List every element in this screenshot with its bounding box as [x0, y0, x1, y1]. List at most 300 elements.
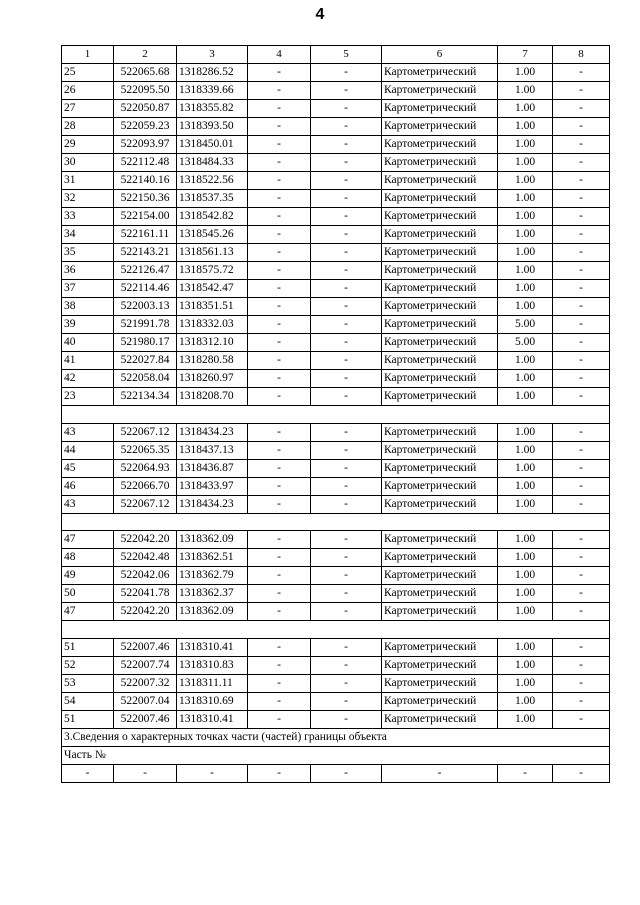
table-cell: 25 [62, 64, 114, 82]
table-cell: 47 [62, 531, 114, 549]
table-cell: - [311, 154, 382, 172]
table-cell: Картометрический [382, 244, 498, 262]
table-cell: Картометрический [382, 280, 498, 298]
table-row [62, 226, 610, 244]
table-cell: 522007.32 [114, 674, 177, 692]
table-cell: - [553, 280, 610, 298]
table-cell: 5.00 [498, 316, 553, 334]
table-cell: 522042.20 [114, 531, 177, 549]
table-cell: 48 [62, 549, 114, 567]
table-cell: Картометрический [382, 352, 498, 370]
table-cell: 1318437.13 [177, 441, 248, 459]
column-header-3: 3 [177, 46, 248, 64]
table-cell: 53 [62, 674, 114, 692]
table-cell: 1318362.37 [177, 585, 248, 603]
table-row [62, 567, 610, 585]
table-cell: - [553, 567, 610, 585]
table-cell: - [311, 549, 382, 567]
table-cell: - [553, 316, 610, 334]
table-cell: - [248, 82, 311, 100]
table-row [62, 136, 610, 154]
table-cell: - [311, 118, 382, 136]
table-cell: 522093.97 [114, 136, 177, 154]
table-cell: 1.00 [498, 674, 553, 692]
table-cell: 1318312.10 [177, 334, 248, 352]
table-header-row [62, 46, 610, 64]
table-cell: 1.00 [498, 208, 553, 226]
table-cell: 52 [62, 656, 114, 674]
table-cell: 522065.68 [114, 64, 177, 82]
table-cell: - [553, 262, 610, 280]
table-cell: Картометрический [382, 208, 498, 226]
table-row [62, 64, 610, 82]
column-header-6: 6 [382, 46, 498, 64]
table-row [62, 262, 610, 280]
table-cell: 1318561.13 [177, 244, 248, 262]
table-row [62, 370, 610, 388]
table-cell: 1.00 [498, 477, 553, 495]
table-cell: 1318311.11 [177, 674, 248, 692]
table-row [62, 334, 610, 352]
table-cell: - [553, 423, 610, 441]
table-cell: - [553, 764, 610, 782]
table-cell: - [114, 764, 177, 782]
section-title [62, 728, 610, 746]
table-cell: 522058.04 [114, 370, 177, 388]
table-row [62, 208, 610, 226]
table-cell: 522140.16 [114, 172, 177, 190]
table-cell: 1.00 [498, 388, 553, 406]
table-cell: - [248, 370, 311, 388]
table-cell: 522041.78 [114, 585, 177, 603]
table-cell: - [553, 298, 610, 316]
table-cell: 1.00 [498, 100, 553, 118]
table-cell: - [248, 567, 311, 585]
table-cell: - [248, 441, 311, 459]
separator-cell [62, 406, 610, 424]
table-cell: - [311, 136, 382, 154]
table-cell: - [553, 226, 610, 244]
table-cell: - [553, 585, 610, 603]
table-cell: - [311, 298, 382, 316]
table-cell: - [311, 692, 382, 710]
table-cell: - [553, 100, 610, 118]
table-cell: - [311, 603, 382, 621]
table-cell: - [311, 244, 382, 262]
table-cell: 43 [62, 423, 114, 441]
table-cell: - [248, 64, 311, 82]
table-cell: 522067.12 [114, 423, 177, 441]
table-row [62, 316, 610, 334]
table-cell: 31 [62, 172, 114, 190]
table-cell: - [553, 495, 610, 513]
table-cell: - [311, 388, 382, 406]
table-cell: 1318351.51 [177, 298, 248, 316]
separator-cell [62, 513, 610, 531]
table-cell: 1318208.70 [177, 388, 248, 406]
table-cell: 1318450.01 [177, 136, 248, 154]
table-cell: - [248, 603, 311, 621]
table-cell: - [311, 100, 382, 118]
table-cell: 522027.84 [114, 352, 177, 370]
table-cell: Картометрический [382, 638, 498, 656]
table-cell: 1.00 [498, 352, 553, 370]
table-cell: 36 [62, 262, 114, 280]
table-cell: - [311, 710, 382, 728]
separator-cell [62, 621, 610, 639]
table-cell: 5.00 [498, 334, 553, 352]
table-row [62, 352, 610, 370]
table-cell: 521991.78 [114, 316, 177, 334]
table-cell: - [553, 388, 610, 406]
table-cell: 1318545.26 [177, 226, 248, 244]
table-cell: - [553, 244, 610, 262]
column-header-7: 7 [498, 46, 553, 64]
table-cell: 1.00 [498, 172, 553, 190]
table-cell: Картометрический [382, 118, 498, 136]
table-cell: - [248, 244, 311, 262]
table-cell: 26 [62, 82, 114, 100]
table-cell: 522150.36 [114, 190, 177, 208]
table-cell: - [553, 459, 610, 477]
table-row [62, 244, 610, 262]
table-row [62, 638, 610, 656]
table-cell: - [311, 334, 382, 352]
table-cell: - [553, 334, 610, 352]
table-cell: - [553, 549, 610, 567]
table-cell: Картометрический [382, 549, 498, 567]
table-row [62, 710, 610, 728]
table-cell: 1.00 [498, 82, 553, 100]
table-row [62, 477, 610, 495]
separator-row [62, 513, 610, 531]
table-cell: 1318434.23 [177, 423, 248, 441]
table-cell: 1318286.52 [177, 64, 248, 82]
table-cell: 522007.46 [114, 638, 177, 656]
table-cell: 1.00 [498, 567, 553, 585]
table-cell: Картометрический [382, 423, 498, 441]
table-cell: 522161.11 [114, 226, 177, 244]
table-cell: 1.00 [498, 298, 553, 316]
table-cell: - [553, 692, 610, 710]
table-cell: 1318310.41 [177, 710, 248, 728]
table-cell: - [248, 549, 311, 567]
column-header-5: 5 [311, 46, 382, 64]
table-cell: - [311, 585, 382, 603]
part-label [62, 746, 610, 764]
table-cell: 1318355.82 [177, 100, 248, 118]
table-cell: Картометрический [382, 531, 498, 549]
table-cell: - [62, 764, 114, 782]
table-cell: Картометрический [382, 190, 498, 208]
table-cell: 37 [62, 280, 114, 298]
table-cell: 54 [62, 692, 114, 710]
table-cell: 522064.93 [114, 459, 177, 477]
table-cell: 522134.34 [114, 388, 177, 406]
table-cell: 522143.21 [114, 244, 177, 262]
table-cell: - [248, 459, 311, 477]
table-cell: - [248, 352, 311, 370]
table-cell: Картометрический [382, 710, 498, 728]
table-cell: 1318362.79 [177, 567, 248, 585]
table-cell: - [553, 477, 610, 495]
table-cell: - [248, 692, 311, 710]
table-cell: - [311, 64, 382, 82]
table-cell: 1318310.83 [177, 656, 248, 674]
page-number: 4 [315, 6, 325, 23]
table-cell: - [248, 136, 311, 154]
table-cell: - [553, 674, 610, 692]
table-cell: 1318542.47 [177, 280, 248, 298]
table-cell: 1.00 [498, 190, 553, 208]
table-cell: - [311, 423, 382, 441]
table-cell: 1.00 [498, 244, 553, 262]
table-row [62, 423, 610, 441]
table-cell: 1318522.56 [177, 172, 248, 190]
table-cell: Картометрический [382, 603, 498, 621]
table-cell: 1318362.51 [177, 549, 248, 567]
table-cell: 42 [62, 370, 114, 388]
table-cell: - [248, 423, 311, 441]
table-cell: Картометрический [382, 64, 498, 82]
table-cell: - [248, 262, 311, 280]
table-cell: 1318280.58 [177, 352, 248, 370]
table-cell: 45 [62, 459, 114, 477]
table-cell: - [311, 208, 382, 226]
table-cell: 1.00 [498, 136, 553, 154]
table-row [62, 298, 610, 316]
table-cell: - [553, 136, 610, 154]
table-cell: 522007.46 [114, 710, 177, 728]
table-cell: - [311, 262, 382, 280]
table-cell: - [311, 172, 382, 190]
table-cell: 30 [62, 154, 114, 172]
table-cell: 44 [62, 441, 114, 459]
table-row [62, 154, 610, 172]
table-cell: - [311, 638, 382, 656]
table-row [62, 603, 610, 621]
table-cell: 1318310.41 [177, 638, 248, 656]
table-cell: 1.00 [498, 64, 553, 82]
table-cell: 522154.00 [114, 208, 177, 226]
table-cell: 1318542.82 [177, 208, 248, 226]
table-cell: - [248, 226, 311, 244]
table-cell: - [311, 531, 382, 549]
table-cell: Картометрический [382, 298, 498, 316]
table-row [62, 118, 610, 136]
table-cell: 1318434.23 [177, 495, 248, 513]
table-cell: 38 [62, 298, 114, 316]
table-cell: 522042.48 [114, 549, 177, 567]
table-cell: 1.00 [498, 154, 553, 172]
table-cell: - [553, 208, 610, 226]
table-cell: - [553, 154, 610, 172]
table-cell: 522065.35 [114, 441, 177, 459]
table-cell: Картометрический [382, 334, 498, 352]
table-row [62, 280, 610, 298]
table-cell: - [248, 298, 311, 316]
table-row [62, 82, 610, 100]
table-cell: 39 [62, 316, 114, 334]
table-cell: Картометрический [382, 495, 498, 513]
table-cell: Картометрический [382, 459, 498, 477]
table-cell: 1318310.69 [177, 692, 248, 710]
table-cell: Картометрический [382, 585, 498, 603]
table-cell: 1.00 [498, 638, 553, 656]
table-cell: - [553, 710, 610, 728]
table-cell: Картометрический [382, 136, 498, 154]
table-cell: - [311, 441, 382, 459]
table-cell: - [311, 190, 382, 208]
table-row [62, 495, 610, 513]
table-cell: - [311, 316, 382, 334]
table-cell: - [311, 674, 382, 692]
table-cell: 1318393.50 [177, 118, 248, 136]
table-cell: 1318332.03 [177, 316, 248, 334]
table-row [62, 190, 610, 208]
table-cell: 32 [62, 190, 114, 208]
table-row [62, 674, 610, 692]
table-row [62, 172, 610, 190]
table-cell: Картометрический [382, 370, 498, 388]
table-cell: - [248, 710, 311, 728]
table-cell: 522126.47 [114, 262, 177, 280]
table-cell: - [553, 370, 610, 388]
table-cell: - [553, 118, 610, 136]
table-row [62, 585, 610, 603]
table-cell: 51 [62, 710, 114, 728]
table-cell: 522003.13 [114, 298, 177, 316]
separator-row [62, 406, 610, 424]
table-cell: 1.00 [498, 226, 553, 244]
table-cell: Картометрический [382, 154, 498, 172]
table-cell: 1318362.09 [177, 603, 248, 621]
table-row [62, 549, 610, 567]
table-row [62, 692, 610, 710]
table-cell: 1.00 [498, 495, 553, 513]
table-cell: 522067.12 [114, 495, 177, 513]
table-cell: - [248, 190, 311, 208]
table-cell: 51 [62, 638, 114, 656]
table-cell: 1318260.97 [177, 370, 248, 388]
table-cell: - [311, 656, 382, 674]
table-cell: 522059.23 [114, 118, 177, 136]
table-cell: - [248, 154, 311, 172]
table-cell: 23 [62, 388, 114, 406]
table-cell: - [311, 226, 382, 244]
table-row [62, 100, 610, 118]
table-cell: Картометрический [382, 172, 498, 190]
table-cell: 35 [62, 244, 114, 262]
table-cell: - [553, 441, 610, 459]
table-cell: 41 [62, 352, 114, 370]
table-cell: 1318436.87 [177, 459, 248, 477]
table-cell: - [248, 208, 311, 226]
table-cell: 1318484.33 [177, 154, 248, 172]
table-cell: - [248, 388, 311, 406]
table-cell: - [248, 334, 311, 352]
table-row [62, 656, 610, 674]
table-cell: - [498, 764, 553, 782]
table-cell: 33 [62, 208, 114, 226]
table-cell: 1.00 [498, 423, 553, 441]
table-cell: - [311, 764, 382, 782]
column-header-8: 8 [553, 46, 610, 64]
table-cell: Картометрический [382, 82, 498, 100]
table-cell: - [553, 531, 610, 549]
table-cell: 522007.74 [114, 656, 177, 674]
table-cell: - [248, 495, 311, 513]
table-cell: - [311, 459, 382, 477]
table-cell: - [311, 567, 382, 585]
table-cell: - [553, 638, 610, 656]
column-header-1: 1 [62, 46, 114, 64]
table-cell: 1318575.72 [177, 262, 248, 280]
table-cell: 1.00 [498, 531, 553, 549]
table-cell: - [248, 280, 311, 298]
table-cell: - [248, 674, 311, 692]
table-cell: Картометрический [382, 477, 498, 495]
table-cell: 1.00 [498, 441, 553, 459]
table-cell: - [311, 495, 382, 513]
table-cell: 521980.17 [114, 334, 177, 352]
table-cell: 49 [62, 567, 114, 585]
column-header-4: 4 [248, 46, 311, 64]
table-cell: Картометрический [382, 656, 498, 674]
table-cell: Картометрический [382, 441, 498, 459]
column-header-2: 2 [114, 46, 177, 64]
table-cell: 29 [62, 136, 114, 154]
table-cell: 1.00 [498, 549, 553, 567]
separator-row [62, 621, 610, 639]
table-cell: 28 [62, 118, 114, 136]
table-cell: 1.00 [498, 656, 553, 674]
table-cell: 43 [62, 495, 114, 513]
table-cell: 522042.06 [114, 567, 177, 585]
table-cell: - [248, 585, 311, 603]
table-cell: - [553, 603, 610, 621]
table-cell: - [248, 764, 311, 782]
table-cell: Картометрический [382, 316, 498, 334]
table-cell: 522112.48 [114, 154, 177, 172]
table-cell: 1.00 [498, 710, 553, 728]
table-cell: - [311, 352, 382, 370]
table-cell: - [553, 172, 610, 190]
table-cell: Картометрический [382, 262, 498, 280]
table-cell: 1318362.09 [177, 531, 248, 549]
table-cell: - [248, 316, 311, 334]
table-cell: 46 [62, 477, 114, 495]
table-row [62, 459, 610, 477]
table-cell: - [248, 656, 311, 674]
table-cell: 1.00 [498, 585, 553, 603]
table-cell: 34 [62, 226, 114, 244]
table-cell: - [382, 764, 498, 782]
table-cell: Картометрический [382, 674, 498, 692]
table-row [62, 531, 610, 549]
table-cell: Картометрический [382, 567, 498, 585]
table-cell: Картометрический [382, 100, 498, 118]
section-title-text: 3.Сведения о характерных точках части (частей) границы объекта [62, 728, 610, 746]
part-label-text: Часть № [62, 746, 610, 764]
table-cell: 522050.87 [114, 100, 177, 118]
coordinates-table [61, 45, 610, 783]
table-cell: 1.00 [498, 459, 553, 477]
table-cell: - [177, 764, 248, 782]
table-cell: Картометрический [382, 692, 498, 710]
table-cell: - [248, 531, 311, 549]
table-cell: 1.00 [498, 692, 553, 710]
